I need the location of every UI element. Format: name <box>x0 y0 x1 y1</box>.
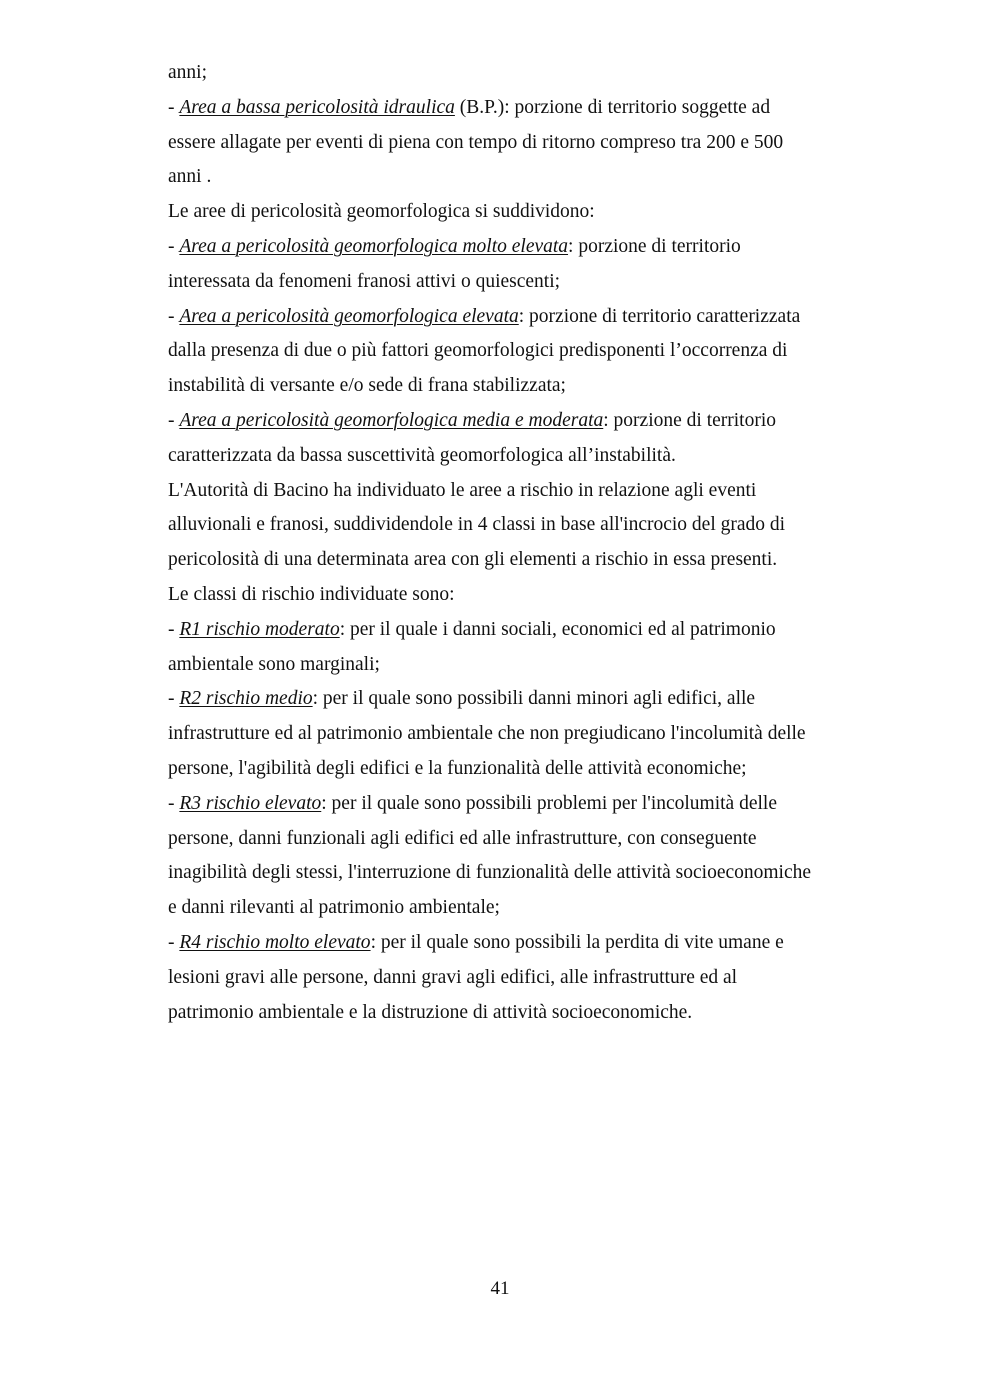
defined-term: Area a pericolosità geomorfologica elevata <box>179 305 519 327</box>
text-line <box>168 334 848 369</box>
defined-term: Area a bassa pericolosità idraulica <box>179 96 455 118</box>
defined-term: R3 rischio elevato <box>179 792 322 814</box>
text-line <box>168 752 848 787</box>
line-text: instabilità di versante e/o sede di frana stabilizzata; <box>168 375 566 397</box>
text-line <box>168 91 848 126</box>
line-text: : per il quale sono possibili la perdita di vite umane e <box>370 931 784 953</box>
line-text: L'Autorità di Bacino ha individuato le aree a rischio in relazione agli eventi <box>168 479 757 501</box>
line-text: ambientale sono marginali; <box>168 653 380 675</box>
line-text: lesioni gravi alle persone, danni gravi agli edifici, alle infrastrutture ed al <box>168 966 738 988</box>
line-text: - <box>168 618 180 640</box>
page-number: 41 <box>490 1278 510 1299</box>
page-body-text <box>168 56 848 1030</box>
line-text: e danni rilevanti al patrimonio ambientale; <box>168 897 500 919</box>
line-text: : per il quale i danni sociali, economici ed al patrimonio <box>339 618 776 640</box>
text-line <box>168 822 848 857</box>
text-line <box>168 996 848 1031</box>
line-text: persone, l'agibilità degli edifici e la funzionalità delle attività economiche; <box>168 757 747 779</box>
line-text: - <box>168 792 180 814</box>
line-text: dalla presenza di due o più fattori geomorfologici predisponenti l’occorrenza di <box>168 340 788 362</box>
line-text: alluvionali e franosi, suddividendole in 4 classi in base all'incrocio del grado di <box>168 514 786 536</box>
line-text: - <box>168 96 180 118</box>
text-line <box>168 543 848 578</box>
text-line <box>168 648 848 683</box>
line-text: : porzione di territorio <box>568 235 741 257</box>
text-line <box>168 439 848 474</box>
text-line <box>168 926 848 961</box>
line-text: patrimonio ambientale e la distruzione di attività socioeconomiche. <box>168 1001 693 1023</box>
text-line <box>168 508 848 543</box>
text-line <box>168 717 848 752</box>
text-line <box>168 787 848 822</box>
text-line <box>168 195 848 230</box>
text-line <box>168 856 848 891</box>
text-line <box>168 56 848 91</box>
line-text: - <box>168 235 180 257</box>
line-text: anni; <box>168 62 207 83</box>
text-line <box>168 265 848 300</box>
line-text: - <box>168 931 180 953</box>
text-line <box>168 404 848 439</box>
defined-term: Area a pericolosità geomorfologica media e moderata <box>179 409 604 431</box>
line-text: inagibilità degli stessi, l'interruzione di funzionalità delle attività socioeconomiche <box>168 862 812 884</box>
line-text: interessata da fenomeni franosi attivi o quiescenti; <box>168 270 561 292</box>
line-text: - <box>168 688 180 710</box>
line-text: Le classi di rischio individuate sono: <box>168 583 455 605</box>
line-text: essere allagate per eventi di piena con tempo di ritorno compreso tra 200 e 500 <box>168 131 784 153</box>
defined-term: Area a pericolosità geomorfologica molto elevata <box>179 235 569 257</box>
line-text: : porzione di territorio <box>603 409 777 431</box>
line-text: infrastrutture ed al patrimonio ambientale che non pregiudicano l'incolumità delle <box>168 723 806 745</box>
text-line <box>168 474 848 509</box>
line-text: persone, danni funzionali agli edifici ed alle infrastrutture, con conseguente <box>168 827 757 849</box>
line-text: : porzione di territorio caratterizzata <box>518 305 801 327</box>
line-text: - <box>168 305 180 327</box>
defined-term: R4 rischio molto elevato <box>179 931 371 953</box>
defined-term: R1 rischio moderato <box>179 618 340 640</box>
line-text: : per il quale sono possibili danni minori agli edifici, alle <box>312 688 756 710</box>
line-text: anni . <box>168 166 212 188</box>
text-line <box>168 613 848 648</box>
text-line <box>168 891 848 926</box>
line-text: : per il quale sono possibili problemi per l'incolumità delle <box>321 792 777 814</box>
text-line <box>168 369 848 404</box>
text-line <box>168 160 848 195</box>
text-line <box>168 126 848 161</box>
defined-term: R2 rischio medio <box>179 688 313 710</box>
text-line <box>168 578 848 613</box>
line-text: - <box>168 409 180 431</box>
text-line <box>168 682 848 717</box>
text-line <box>168 300 848 335</box>
text-line <box>168 230 848 265</box>
line-text: (B.P.): porzione di territorio soggette ad <box>454 96 771 118</box>
line-text: caratterizzata da bassa suscettività geomorfologica all’instabilità. <box>168 444 676 466</box>
line-text: Le aree di pericolosità geomorfologica si suddividono: <box>168 201 595 223</box>
line-text: pericolosità di una determinata area con gli elementi a rischio in essa presenti. <box>168 549 778 571</box>
text-line <box>168 961 848 996</box>
